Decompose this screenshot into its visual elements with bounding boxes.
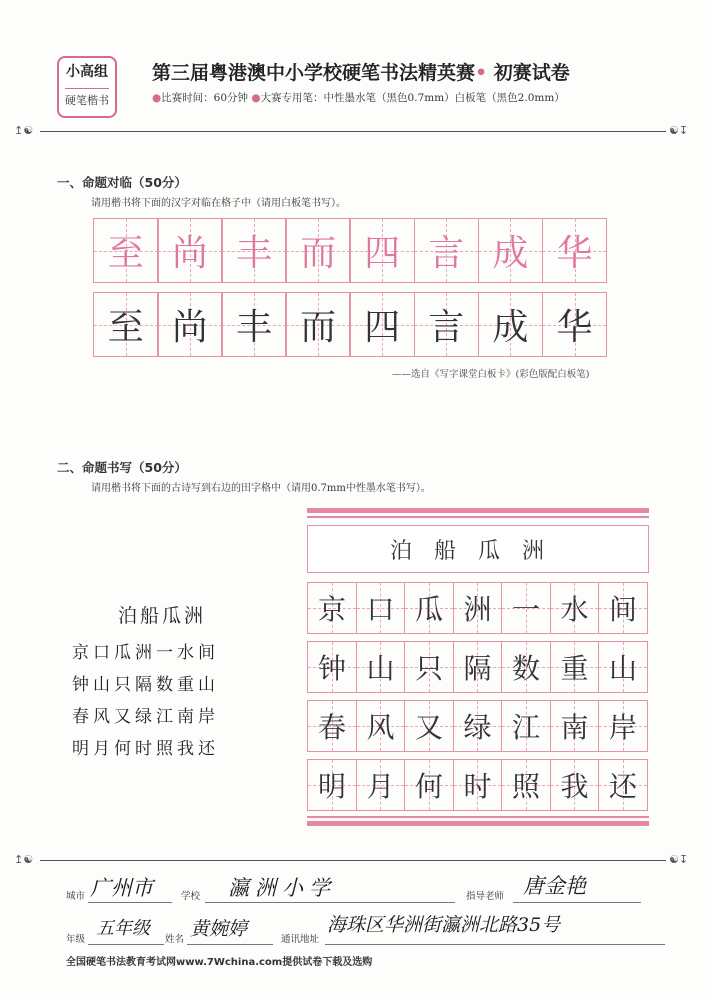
- grid-char: 而: [300, 307, 337, 348]
- grid-char: 钟: [317, 652, 346, 685]
- grid-cell: [598, 641, 648, 693]
- grade-label: 年级: [66, 934, 86, 945]
- grid-cell: [307, 582, 357, 634]
- grid-cell: [356, 641, 406, 693]
- grid-char: 绿: [463, 711, 492, 744]
- grid-cell: [501, 700, 551, 752]
- grid-cell: [598, 759, 648, 811]
- grid-char: 风: [366, 711, 395, 744]
- grid-char: 岸: [608, 711, 637, 744]
- bottom-border-line: [307, 816, 649, 818]
- ornament-right-icon: ☯↧: [669, 124, 689, 137]
- top-border-bar: [307, 508, 649, 513]
- grid-char: 一: [511, 593, 540, 626]
- grid-cell: [349, 218, 415, 283]
- teacher-field[interactable]: 唐金艳: [523, 874, 586, 898]
- grid-cell: [453, 641, 503, 693]
- grid-cell: [501, 582, 551, 634]
- grid-char: 江: [511, 711, 540, 744]
- grid-cell: [550, 759, 600, 811]
- grid-cell: [285, 292, 351, 357]
- answer-row: [307, 582, 648, 634]
- grade-underline: [88, 944, 164, 945]
- grid-cell: [349, 292, 415, 357]
- title-suffix: 初赛试卷: [493, 62, 570, 84]
- grid-cell: [404, 641, 454, 693]
- title-dot: •: [475, 62, 488, 84]
- grid-cell: [501, 759, 551, 811]
- copy-char-row: [93, 292, 607, 357]
- grid-char: 丰: [235, 233, 272, 274]
- grid-cell: [307, 700, 357, 752]
- header-divider: [40, 131, 666, 132]
- grid-cell: [478, 292, 544, 357]
- grid-char: 水: [560, 593, 589, 626]
- grid-cell: [550, 582, 600, 634]
- poem-line-2: 钟山只隔数重山: [72, 675, 219, 695]
- bullet-icon: ●: [152, 92, 162, 104]
- badge-style-label: 硬笔楷书: [65, 88, 109, 113]
- grid-char: 至: [107, 307, 144, 348]
- grid-cell: [453, 582, 503, 634]
- grid-cell: [501, 641, 551, 693]
- answer-row: [307, 759, 648, 811]
- exam-time: 比赛时间：60分钟: [161, 92, 249, 104]
- city-field[interactable]: 广州市: [90, 876, 153, 900]
- grid-char: 重: [560, 652, 589, 685]
- teacher-label: 指导老师: [466, 891, 505, 902]
- exam-info: [152, 90, 565, 105]
- teacher-underline: [513, 902, 641, 903]
- badge-group-label: 小高组: [66, 64, 108, 80]
- grid-cell: [157, 292, 223, 357]
- group-badge: [57, 56, 117, 118]
- poem-line-1: 京口瓜洲一水间: [72, 643, 219, 663]
- grid-cell: [598, 700, 648, 752]
- form-divider: [40, 860, 666, 861]
- grid-char: 还: [608, 770, 637, 803]
- section2-title: 二、命题书写（50分）: [57, 460, 187, 475]
- grid-char: 山: [608, 652, 637, 685]
- grid-cell: [285, 218, 351, 283]
- grid-cell: [478, 218, 544, 283]
- grid-cell: [404, 700, 454, 752]
- school-label: 学校: [181, 891, 201, 902]
- model-char-row: [93, 218, 607, 283]
- answer-row: [307, 641, 648, 693]
- grid-char: 言: [428, 307, 465, 348]
- grid-char: 隔: [463, 652, 492, 685]
- grid-cell: [221, 218, 287, 283]
- address-underline: [325, 944, 665, 945]
- grid-char: 丰: [235, 307, 272, 348]
- grid-char: 时: [463, 770, 492, 803]
- poem-line-4: 明月何时照我还: [72, 739, 219, 759]
- answer-title-box: [307, 525, 649, 573]
- bullet-icon: ●: [251, 92, 261, 104]
- grid-cell: [356, 700, 406, 752]
- grid-char: 洲: [463, 593, 492, 626]
- grid-char: 而: [300, 233, 337, 274]
- grid-cell: [93, 292, 159, 357]
- name-label: 姓名: [165, 934, 185, 945]
- exam-pens: 大赛专用笔：中性墨水笔（黑色0.7mm）白板笔（黑色2.0mm）: [260, 92, 565, 104]
- grid-char: 四: [364, 307, 401, 348]
- grid-cell: [404, 759, 454, 811]
- poem-line-3: 春风又绿江南岸: [72, 707, 219, 727]
- grid-char: 月: [366, 770, 395, 803]
- grid-char: 瓜: [414, 593, 443, 626]
- grid-cell: [404, 582, 454, 634]
- grid-cell: [356, 582, 406, 634]
- grid-cell: [453, 759, 503, 811]
- poem-title: 泊船瓜洲: [118, 605, 207, 627]
- grid-char: 尚: [171, 233, 208, 274]
- grid-char: 口: [366, 593, 395, 626]
- name-underline: [187, 944, 273, 945]
- grid-char: 成: [492, 307, 529, 348]
- grid-char: 又: [414, 711, 443, 744]
- city-underline: [88, 902, 172, 903]
- grid-char: 南: [560, 711, 589, 744]
- grade-field[interactable]: 五年级: [96, 918, 150, 939]
- grid-cell: [93, 218, 159, 283]
- grid-char: 数: [511, 652, 540, 685]
- grid-char: 尚: [171, 307, 208, 348]
- grid-cell: [550, 641, 600, 693]
- title-main: 第三届粤港澳中小学校硬笔书法精英赛: [152, 62, 476, 84]
- footer-note: 全国硬笔书法教育考试网www.7Wchina.com提供试卷下载及选购: [66, 957, 373, 968]
- grid-char: 成: [492, 233, 529, 274]
- school-field[interactable]: 瀛洲小学: [228, 876, 336, 900]
- address-label: 通讯地址: [281, 934, 320, 945]
- grid-char: 言: [428, 233, 465, 274]
- page-title: [152, 58, 570, 85]
- section1-title: 一、命题对临（50分）: [57, 175, 187, 190]
- grid-cell: [221, 292, 287, 357]
- grid-cell: [307, 641, 357, 693]
- grid-cell: [356, 759, 406, 811]
- section1-instruction: 请用楷书将下面的汉字对临在格子中（请用白板笔书写）。: [91, 198, 346, 209]
- grid-cell: [542, 292, 608, 357]
- grid-char: 华: [556, 307, 593, 348]
- address-field[interactable]: 海珠区华洲街瀛洲北路35号: [327, 914, 561, 936]
- ornament-left-icon: ↥☯: [14, 124, 34, 137]
- grid-char: 我: [560, 770, 589, 803]
- school-underline: [205, 902, 455, 903]
- grid-char: 华: [556, 233, 593, 274]
- answer-row: [307, 700, 648, 752]
- grid-cell: [414, 218, 480, 283]
- city-label: 城市: [66, 891, 86, 902]
- grid-char: 山: [366, 652, 395, 685]
- ornament-right-icon: ☯↧: [669, 853, 689, 866]
- top-border-line: [307, 516, 649, 518]
- bottom-border-bar: [307, 821, 649, 826]
- grid-cell: [550, 700, 600, 752]
- source-note: ——选自《写字课堂白板卡》(彩色版配白板笔): [392, 369, 590, 380]
- grid-cell: [157, 218, 223, 283]
- grid-char: 至: [107, 233, 144, 274]
- grid-char: 明: [317, 770, 346, 803]
- grid-char: 京: [317, 593, 346, 626]
- grid-char: 只: [414, 652, 443, 685]
- answer-title: 泊船瓜洲: [389, 538, 566, 564]
- ornament-left-icon: ↥☯: [14, 853, 34, 866]
- name-field[interactable]: 黄婉婷: [190, 918, 248, 940]
- grid-cell: [453, 700, 503, 752]
- section2-instruction: 请用楷书将下面的古诗写到右边的田字格中（请用0.7mm中性墨水笔书写）。: [91, 483, 431, 494]
- grid-cell: [414, 292, 480, 357]
- grid-cell: [598, 582, 648, 634]
- grid-char: 春: [317, 711, 346, 744]
- grid-cell: [542, 218, 608, 283]
- grid-cell: [307, 759, 357, 811]
- grid-char: 四: [364, 233, 401, 274]
- grid-char: 间: [608, 593, 637, 626]
- grid-char: 何: [414, 770, 443, 803]
- grid-char: 照: [511, 770, 540, 803]
